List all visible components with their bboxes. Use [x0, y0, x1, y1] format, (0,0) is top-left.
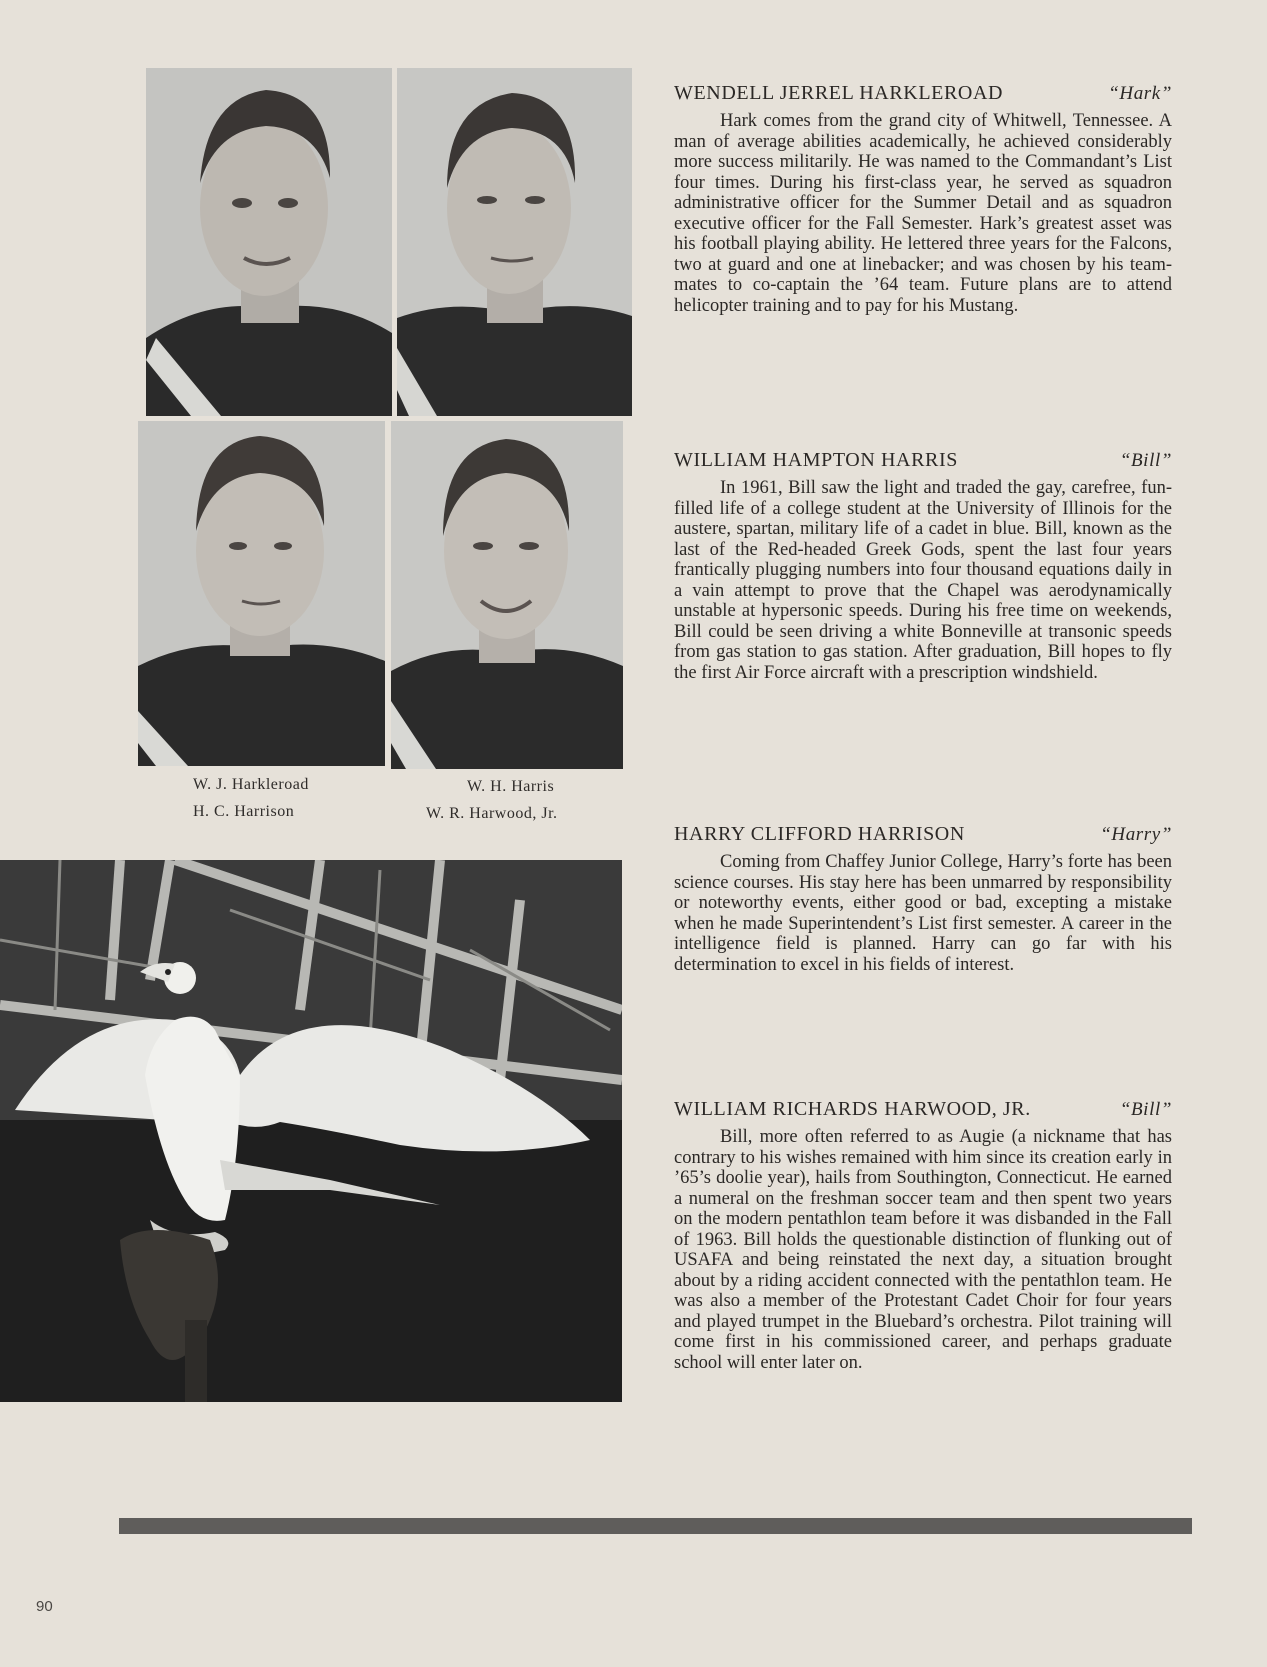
bio-name: HARRY CLIFFORD HARRISON [674, 823, 965, 845]
portrait-harwood [391, 421, 623, 769]
page-number: 90 [36, 1598, 53, 1615]
portrait-harkleroad [146, 68, 392, 416]
bio-text: Bill, more often referred to as Augie (a nickname that has contrary to his wishes remained with him since its creation early in ’65’s doolie year), hails from Southington, Connecticut. He earned a numeral on the freshman soccer team and then spent two years on the modern pentathlon team before it was disbanded in the Fall of 1963. Bill holds the questionable distinction of flunking out of USAFA and being reinstated the next day, a situation brought about by a riding accident connected with the pentathlon team. He was also a member of the Protestant Cadet Choir for four years and played trumpet in the Bluebard’s orchestra. Pilot training will come first in his commissioned career, and perhaps graduate school will enter later on. [674, 1127, 1172, 1373]
caption-harris: W. H. Harris [467, 778, 555, 795]
bio-harris [674, 449, 1172, 683]
bio-nickname: “Hark” [1108, 83, 1172, 104]
falcon-photo [0, 860, 622, 1402]
bio-harkleroad [674, 82, 1172, 316]
bio-header [674, 823, 1172, 846]
bio-name: WENDELL JERREL HARKLEROAD [674, 82, 1004, 104]
portrait-harris [397, 68, 632, 416]
caption-harrison: H. C. Harrison [193, 803, 295, 820]
bio-text: Hark comes from the grand city of Whitwell, Tennessee. A man of average abilities academically, he achieved considerably more success militarily. He was named to the Commandant’s List four times. During his first-class year, he served as squadron administrative officer for the Summer Detail and as squadron executive officer for the Fall Semester. Hark’s greatest asset was his football playing ability. He lettered three years for the Falcons, two at guard and one at linebacker; and was chosen by his team-mates to co-captain the ’64 team. Future plans are to attend helicopter training and to pay for his Mustang. [674, 111, 1172, 316]
bio-name: WILLIAM HAMPTON HARRIS [674, 449, 958, 471]
bio-header [674, 82, 1172, 105]
bio-harwood [674, 1098, 1172, 1373]
bio-nickname: “Harry” [1100, 824, 1172, 845]
bio-text: Coming from Chaffey Junior College, Harry’s forte has been science courses. His stay here has been unmarred by responsibility or noteworthy events, either good or bad, excepting a mistake when he made Superintendent’s List first semester. A career in the intelligence field is planned. Harry can go far with his determination to excel in his fields of interest. [674, 852, 1172, 975]
footer-rule [119, 1518, 1192, 1534]
bio-text: In 1961, Bill saw the light and traded the gay, carefree, fun-filled life of a college student at the University of Illinois for the austere, spartan, military life of a cadet in blue. Bill, known as the last of the Red-headed Greek Gods, spent the last four years frantically plugging numbers into four thousand equations daily in a vain attempt to prove that the Chapel was aerodynamically unstable at hypersonic speeds. During his free time on weekends, Bill could be seen driving a white Bonneville at transonic speeds from gas station to gas station. After graduation, Bill hopes to fly the first Air Force aircraft with a prescription windshield. [674, 478, 1172, 683]
bio-header [674, 1098, 1172, 1121]
bio-nickname: “Bill” [1119, 450, 1172, 471]
portrait-harrison [138, 421, 385, 766]
bio-nickname: “Bill” [1119, 1099, 1172, 1120]
bio-header [674, 449, 1172, 472]
bio-name: WILLIAM RICHARDS HARWOOD, JR. [674, 1098, 1031, 1120]
caption-harwood: W. R. Harwood, Jr. [426, 805, 558, 822]
caption-harkleroad: W. J. Harkleroad [193, 776, 309, 793]
bio-harrison [674, 823, 1172, 975]
